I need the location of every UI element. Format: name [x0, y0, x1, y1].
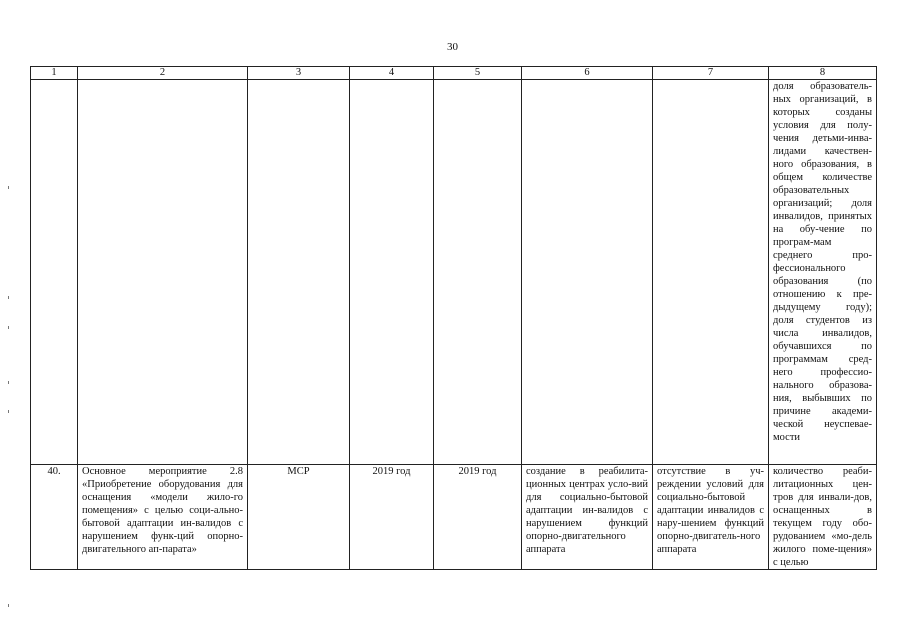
column-number: 2 [78, 67, 248, 80]
margin-mark [8, 381, 9, 384]
margin-mark [8, 186, 9, 189]
end-year-cell: 2019 год [434, 465, 522, 570]
column-number: 6 [522, 67, 653, 80]
table-cell-empty [350, 80, 434, 465]
column-number: 3 [248, 67, 350, 80]
measure-name-cell: Основное мероприятие 2.8 «Приобретение оборудования для оснащения «модели жило-го помещения» с целью соци-ально-бытовой адаптации ин-валидов с нарушением функ-ций опорно-двигательного ап-парата» [78, 465, 248, 570]
row-number: 40. [31, 465, 78, 570]
consequence-cell: отсутствие в уч-реждении условий для социально-бытовой адаптации инвалидов с нару-шением функций опорно-двигатель-ного аппарата [653, 465, 769, 570]
margin-mark [8, 410, 9, 413]
margin-mark [8, 326, 9, 329]
margin-mark [8, 604, 9, 607]
table-cell-empty [522, 80, 653, 465]
column-number: 5 [434, 67, 522, 80]
table-cell-empty [78, 80, 248, 465]
expected-result-cell: создание в реабилита-ционных центрах усло-вий для социально-бытовой адаптации ин-валидов с нарушением функций опорно-двигательного аппарата [522, 465, 653, 570]
table-cell-empty [653, 80, 769, 465]
table-cell-empty [434, 80, 522, 465]
table-row-40 [31, 465, 877, 570]
page-number: 30 [447, 41, 458, 53]
indicator-cell: количество реаби-литационных цен-тров для инвали-дов, оснащенных в текущем году обо-рудованием «мо-дель жилого поме-щения» с целью [769, 465, 877, 570]
column-number: 4 [350, 67, 434, 80]
column-number-row [31, 67, 877, 80]
table-cell-empty [248, 80, 350, 465]
column-number: 1 [31, 67, 78, 80]
measures-table [30, 66, 877, 570]
table-cell-empty [31, 80, 78, 465]
column-number: 7 [653, 67, 769, 80]
start-year-cell: 2019 год [350, 465, 434, 570]
table-row-continuation [31, 80, 877, 465]
indicator-cell: доля образователь-ных организаций, в которых созданы условия для полу-чения детьми-инва-лидами качествен-ного образования, в общем количестве образовательных организаций; доля инвалидов, принятых на обу-чение по програм-мам среднего про-фессионального образования (по отношению к пре-дыдущему году); доля студентов из числа инвалидов, обучавшихся по программам сред-него профессио-нального образова-ния, выбывших по причине академи-ческой неуспевае-мости [769, 80, 877, 465]
margin-mark [8, 296, 9, 299]
executor-cell: МСР [248, 465, 350, 570]
column-number: 8 [769, 67, 877, 80]
